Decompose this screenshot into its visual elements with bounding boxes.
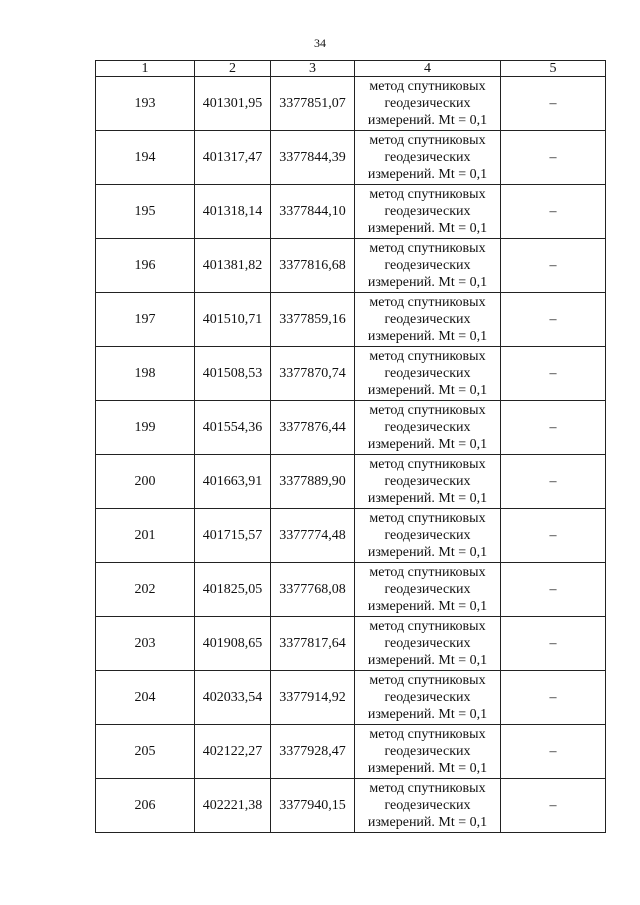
method-line: метод спутниковых: [369, 457, 486, 472]
coordinate-y-cell: 3377876,44: [271, 401, 355, 455]
note-cell: –: [501, 563, 606, 617]
coordinate-y-cell: 3377768,08: [271, 563, 355, 617]
method-line: измерений. Mt = 0,1: [367, 545, 488, 560]
column-header-4: 4: [355, 61, 501, 77]
method-line: измерений. Mt = 0,1: [367, 599, 488, 614]
note-cell: –: [501, 131, 606, 185]
point-number-cell: 195: [96, 185, 195, 239]
table-row: [96, 293, 606, 347]
method-cell: [355, 455, 501, 509]
point-number-cell: 198: [96, 347, 195, 401]
note-cell: –: [501, 77, 606, 131]
method-line: геодезических: [384, 636, 471, 651]
coordinate-y-cell: 3377940,15: [271, 779, 355, 833]
method-line: геодезических: [384, 258, 471, 273]
point-number-cell: 196: [96, 239, 195, 293]
coordinate-x-cell: 401381,82: [195, 239, 271, 293]
method-line: измерений. Mt = 0,1: [367, 113, 488, 128]
table-row: [96, 617, 606, 671]
method-line: измерений. Mt = 0,1: [367, 221, 488, 236]
method-line: измерений. Mt = 0,1: [367, 653, 488, 668]
coordinate-x-cell: 402033,54: [195, 671, 271, 725]
method-line: геодезических: [384, 96, 471, 111]
coordinate-y-cell: 3377870,74: [271, 347, 355, 401]
coordinate-x-cell: 401318,14: [195, 185, 271, 239]
method-line: геодезических: [384, 204, 471, 219]
method-line: метод спутниковых: [369, 781, 486, 796]
table-row: [96, 671, 606, 725]
method-cell: [355, 725, 501, 779]
table-row: [96, 347, 606, 401]
method-line: измерений. Mt = 0,1: [367, 383, 488, 398]
method-cell: [355, 671, 501, 725]
coordinate-x-cell: 402221,38: [195, 779, 271, 833]
method-cell: [355, 131, 501, 185]
coordinate-y-cell: 3377844,10: [271, 185, 355, 239]
method-line: измерений. Mt = 0,1: [367, 761, 488, 776]
point-number-cell: 200: [96, 455, 195, 509]
point-number-cell: 193: [96, 77, 195, 131]
point-number-cell: 194: [96, 131, 195, 185]
coordinate-x-cell: 401317,47: [195, 131, 271, 185]
note-cell: –: [501, 455, 606, 509]
method-line: геодезических: [384, 312, 471, 327]
method-line: метод спутниковых: [369, 673, 486, 688]
note-cell: –: [501, 185, 606, 239]
note-cell: –: [501, 401, 606, 455]
coordinate-x-cell: 401715,57: [195, 509, 271, 563]
method-line: измерений. Mt = 0,1: [367, 275, 488, 290]
table-body: [96, 77, 606, 833]
table-header-row: [96, 61, 606, 77]
note-cell: –: [501, 239, 606, 293]
point-number-cell: 203: [96, 617, 195, 671]
note-cell: –: [501, 347, 606, 401]
table-row: [96, 725, 606, 779]
column-header-3: 3: [271, 61, 355, 77]
method-cell: [355, 563, 501, 617]
coordinate-y-cell: 3377774,48: [271, 509, 355, 563]
coordinate-y-cell: 3377816,68: [271, 239, 355, 293]
coordinate-y-cell: 3377817,64: [271, 617, 355, 671]
note-cell: –: [501, 671, 606, 725]
coordinate-y-cell: 3377851,07: [271, 77, 355, 131]
coordinate-x-cell: 401508,53: [195, 347, 271, 401]
method-line: геодезических: [384, 474, 471, 489]
note-cell: –: [501, 725, 606, 779]
method-line: геодезических: [384, 582, 471, 597]
method-line: метод спутниковых: [369, 295, 486, 310]
point-number-cell: 206: [96, 779, 195, 833]
note-cell: –: [501, 293, 606, 347]
method-line: метод спутниковых: [369, 241, 486, 256]
method-line: метод спутниковых: [369, 133, 486, 148]
coordinate-x-cell: 401908,65: [195, 617, 271, 671]
method-line: измерений. Mt = 0,1: [367, 167, 488, 182]
note-cell: –: [501, 617, 606, 671]
column-header-5: 5: [501, 61, 606, 77]
method-cell: [355, 509, 501, 563]
method-line: метод спутниковых: [369, 187, 486, 202]
method-line: геодезических: [384, 150, 471, 165]
table-row: [96, 563, 606, 617]
page-number: 34: [314, 36, 326, 50]
method-line: метод спутниковых: [369, 511, 486, 526]
coordinate-y-cell: 3377889,90: [271, 455, 355, 509]
method-line: измерений. Mt = 0,1: [367, 329, 488, 344]
table-row: [96, 185, 606, 239]
method-cell: [355, 779, 501, 833]
coordinate-x-cell: 401554,36: [195, 401, 271, 455]
table-row: [96, 779, 606, 833]
method-line: геодезических: [384, 366, 471, 381]
method-line: геодезических: [384, 690, 471, 705]
method-cell: [355, 347, 501, 401]
table-row: [96, 77, 606, 131]
method-cell: [355, 77, 501, 131]
table-row: [96, 401, 606, 455]
method-cell: [355, 617, 501, 671]
method-line: метод спутниковых: [369, 727, 486, 742]
method-line: геодезических: [384, 744, 471, 759]
coordinate-x-cell: 401510,71: [195, 293, 271, 347]
coordinate-y-cell: 3377914,92: [271, 671, 355, 725]
method-line: геодезических: [384, 420, 471, 435]
point-number-cell: 204: [96, 671, 195, 725]
point-number-cell: 202: [96, 563, 195, 617]
table-row: [96, 509, 606, 563]
note-cell: –: [501, 779, 606, 833]
point-number-cell: 199: [96, 401, 195, 455]
column-header-2: 2: [195, 61, 271, 77]
table-row: [96, 239, 606, 293]
method-line: метод спутниковых: [369, 79, 486, 94]
method-line: измерений. Mt = 0,1: [367, 437, 488, 452]
note-cell: –: [501, 509, 606, 563]
method-line: геодезических: [384, 528, 471, 543]
method-line: измерений. Mt = 0,1: [367, 815, 488, 830]
coordinate-y-cell: 3377844,39: [271, 131, 355, 185]
coordinates-table: [95, 60, 606, 833]
method-cell: [355, 293, 501, 347]
coordinate-y-cell: 3377859,16: [271, 293, 355, 347]
coordinate-y-cell: 3377928,47: [271, 725, 355, 779]
coordinate-x-cell: 402122,27: [195, 725, 271, 779]
column-header-1: 1: [96, 61, 195, 77]
method-cell: [355, 401, 501, 455]
method-line: измерений. Mt = 0,1: [367, 491, 488, 506]
method-cell: [355, 239, 501, 293]
point-number-cell: 201: [96, 509, 195, 563]
coordinate-x-cell: 401825,05: [195, 563, 271, 617]
method-line: метод спутниковых: [369, 565, 486, 580]
method-line: геодезических: [384, 798, 471, 813]
point-number-cell: 197: [96, 293, 195, 347]
coordinate-x-cell: 401301,95: [195, 77, 271, 131]
method-line: измерений. Mt = 0,1: [367, 707, 488, 722]
table-row: [96, 455, 606, 509]
method-line: метод спутниковых: [369, 403, 486, 418]
method-cell: [355, 185, 501, 239]
method-line: метод спутниковых: [369, 349, 486, 364]
coordinate-x-cell: 401663,91: [195, 455, 271, 509]
method-line: метод спутниковых: [369, 619, 486, 634]
point-number-cell: 205: [96, 725, 195, 779]
table-row: [96, 131, 606, 185]
